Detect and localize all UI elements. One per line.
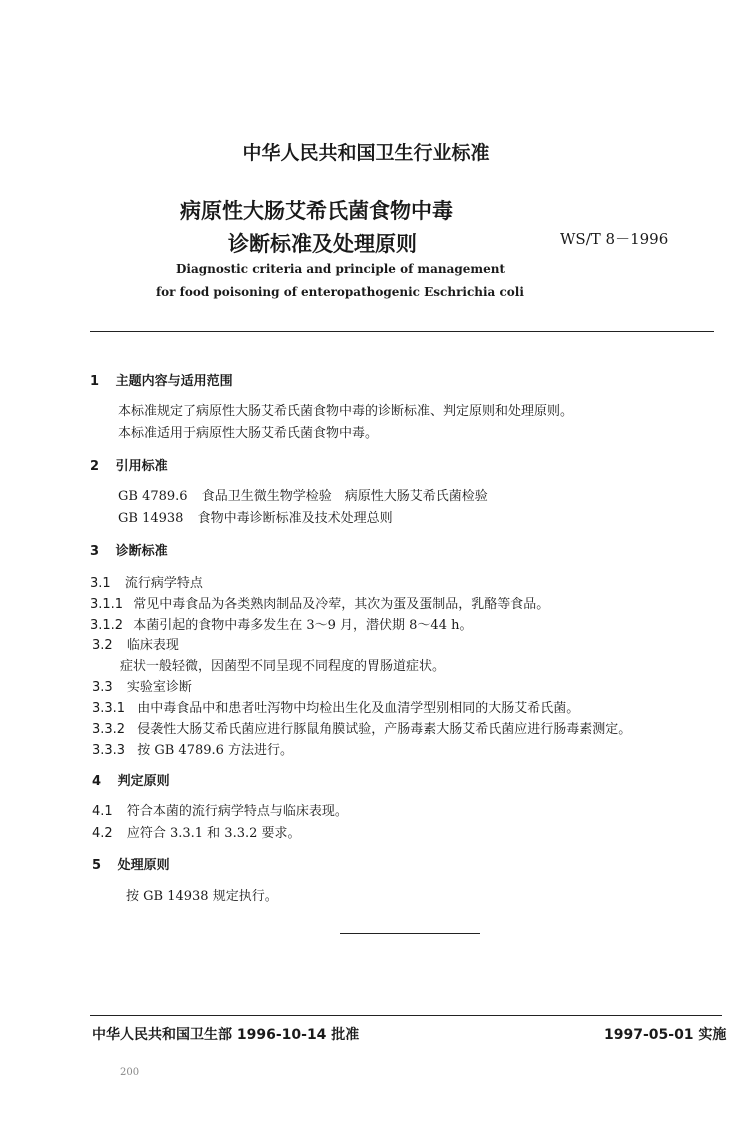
clause-number: 3.1 xyxy=(90,576,111,591)
section-title: 主题内容与适用范围 xyxy=(115,374,233,389)
section-4-heading xyxy=(92,770,170,789)
clause xyxy=(92,822,301,841)
clause-text: 应符合 3.3.1 和 3.3.2 要求。 xyxy=(126,826,301,841)
clause-number: 4.2 xyxy=(92,826,113,841)
section-title: 引用标准 xyxy=(115,459,168,474)
clause-text: 本菌引起的食物中毒多发生在 3～9 月，潜伏期 8～44 h。 xyxy=(133,618,473,633)
paragraph: 本标准规定了病原性大肠艾希氏菌食物中毒的诊断标准、判定原则和处理原则。 xyxy=(118,404,574,419)
clause xyxy=(92,634,179,653)
section-number: 1 xyxy=(90,374,100,389)
clause-text: 临床表现 xyxy=(126,638,179,653)
clause-number: 3.3.2 xyxy=(92,722,126,737)
clause xyxy=(92,697,579,716)
section-number: 5 xyxy=(92,858,102,873)
clause-text: 常见中毒食品为各类熟肉制品及冷荤，其次为蛋及蛋制品，乳酪等食品。 xyxy=(133,597,550,612)
document-title-line-2: 诊断标准及处理原则 xyxy=(228,232,417,256)
reference-item xyxy=(118,485,488,504)
reference-title: 食品卫生微生物学检验 病原性大肠艾希氏菌检验 xyxy=(201,489,488,504)
clause-number: 3.3.1 xyxy=(92,701,126,716)
english-title-line-1: Diagnostic criteria and principle of management xyxy=(176,262,506,276)
end-divider xyxy=(340,933,480,934)
paragraph: 症状一般轻微，因菌型不同呈现不同程度的胃肠道症状。 xyxy=(120,659,446,674)
standard-code: WS/T 8－1996 xyxy=(560,230,669,248)
clause-text: 流行病学特点 xyxy=(124,576,203,591)
header-divider xyxy=(90,331,714,332)
clause-number: 4.1 xyxy=(92,804,113,819)
clause xyxy=(92,800,348,819)
effective-date: 1997-05-01 实施 xyxy=(604,1027,727,1043)
issuing-organization: 中华人民共和国卫生行业标准 xyxy=(242,142,490,164)
clause xyxy=(90,593,549,612)
section-1-heading xyxy=(90,370,233,389)
section-title: 诊断标准 xyxy=(115,544,168,559)
clause-text: 实验室诊断 xyxy=(126,680,192,695)
clause xyxy=(92,676,192,695)
clause xyxy=(92,739,293,758)
paragraph: 按 GB 14938 规定执行。 xyxy=(126,889,278,904)
clause-text: 按 GB 4789.6 方法进行。 xyxy=(137,743,294,758)
section-number: 4 xyxy=(92,774,102,789)
section-number: 2 xyxy=(90,459,100,474)
paragraph: 本标准适用于病原性大肠艾希氏菌食物中毒。 xyxy=(118,426,379,441)
english-title-line-2: for food poisoning of enteropathogenic Eschrichia coli xyxy=(156,285,524,299)
approval-date: 中华人民共和国卫生部 1996-10-14 批准 xyxy=(92,1027,360,1043)
section-3-heading xyxy=(90,540,168,559)
section-title: 判定原则 xyxy=(117,774,170,789)
clause-number: 3.2 xyxy=(92,638,113,653)
clause xyxy=(90,572,203,591)
clause-text: 侵袭性大肠艾希氏菌应进行豚鼠角膜试验，产肠毒素大肠艾希氏菌应进行肠毒素测定。 xyxy=(137,722,632,737)
page-number: 200 xyxy=(120,1067,140,1078)
clause xyxy=(90,614,472,633)
clause-number: 3.1.2 xyxy=(90,618,124,633)
clause-text: 符合本菌的流行病学特点与临床表现。 xyxy=(126,804,348,819)
clause xyxy=(92,718,631,737)
clause-number: 3.3 xyxy=(92,680,113,695)
footer-divider xyxy=(90,1015,722,1016)
document-title-line-1: 病原性大肠艾希氏菌食物中毒 xyxy=(180,199,453,223)
reference-title: 食物中毒诊断标准及技术处理总则 xyxy=(197,511,393,526)
section-title: 处理原则 xyxy=(117,858,170,873)
clause-number: 3.1.1 xyxy=(90,597,124,612)
clause-number: 3.3.3 xyxy=(92,743,126,758)
section-number: 3 xyxy=(90,544,100,559)
section-2-heading xyxy=(90,455,168,474)
reference-item xyxy=(118,507,393,526)
reference-code: GB 4789.6 xyxy=(118,489,188,504)
clause-text: 由中毒食品中和患者吐泻物中均检出生化及血清学型别相同的大肠艾希氏菌。 xyxy=(137,701,580,716)
section-5-heading xyxy=(92,854,170,873)
reference-code: GB 14938 xyxy=(118,511,184,526)
